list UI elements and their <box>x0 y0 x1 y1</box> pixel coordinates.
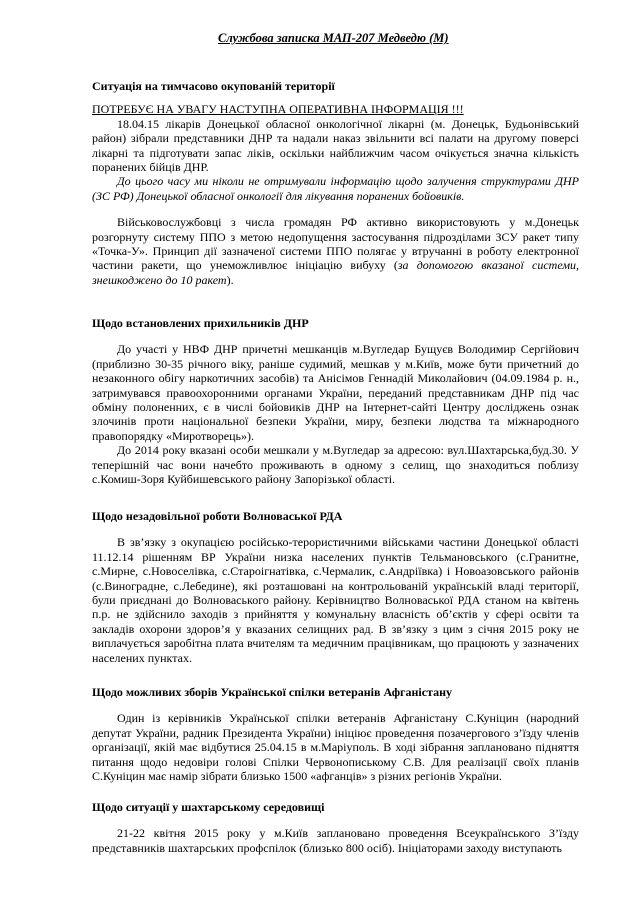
section-dnr-supporters <box>92 316 579 486</box>
section-heading: Щодо встановлених прихильників ДНР <box>92 316 309 330</box>
paragraph: 18.04.15 лікарів Донецької обласної онкологічної лікарні (м. Донецьк, Будьонівський район) зібрали представники ДНР та надали наказ звільнити всі палати на другому поверсі лікарні та підготувати запас ліків, оскільки найближчим часом очікується значна кількість поранених бійців ДНР. <box>92 116 579 175</box>
italic-remark: за допомогою вказаної системи, знешкоджено до 10 ракет <box>92 258 579 287</box>
section-heading: Ситуація на тимчасово окупованій території <box>92 79 335 93</box>
paragraph: 21-22 квітня 2015 року у м.Київ заплановано проведення Всеукраїнського З’їзду представників шахтарських профспілок (близько 800 осіб). Ініціаторами заходу виступають <box>92 826 579 855</box>
paragraph: Один із керівників Української спілки ветеранів Афганістану С.Куніцин (народний депутат України, радник Президента України) ініціює проведення позачергового з’їзду членів організації, якій має відбутися 25.04.15 в м.Маріуполь. В ході зібрання заплановано підняття питання щодо недовіри голові Спілки Червонопиському С.В. Для реалізації своїх планів С.Куніцин має намір зібрати близько 1500 «афганців» з різних регіонів України. <box>92 711 579 784</box>
paragraph: До участі у НВФ ДНР причетні мешканців м.Вугледар Бущуєв Володимир Сергійович (приблизно 30-35 річного віку, раніше судимий, мешкав у м.Київ, може бути причетний до незаконного обігу наркотичних засобів) та Анісімов Геннадій Миколайович (04.09.1984 р. н., затримувався правоохоронними органами України, переданий представникам ДНР під час обміну полоненних, є в числі бойовиків ДНР на Інтернет-сайті Центру досліджень ознак злочинів проти національної безпеки України, миру, безпеки людства та міжнародного правопорядку «Миротворець»). <box>92 342 579 443</box>
paragraph: До 2014 року вказані особи мешкали у м.Вугледар за адресою: вул.Шахтарська,буд.30. У теперішній час вони начебто проживають в одному з селищ, що знаходиться поблизу с.Комиш-Зоря Куйбишевського району Запорізької області. <box>92 443 579 487</box>
paragraph-end: ). <box>226 272 234 287</box>
memo-title: Службова записка МАП-207 Медведю (М) <box>218 31 449 45</box>
section-heading: Щодо ситуації у шахтарському середовищі <box>92 800 325 814</box>
section-miners <box>92 800 579 855</box>
paragraph-text: Військовослужбовці з числа громадян РФ активно використовують у м.Донецьк розгорнуту систему ППО з метою недопущення застосування підрозділами ЗСУ ракет типу «Точка-У». Принцип дії зазначеної системи ППО полягає у втручанні в роботу електронної частини ракети, що унеможливлює ініціацію вибуху ( <box>92 215 579 273</box>
paragraph <box>92 215 579 287</box>
paragraph: В зв’язку з окупацією російсько-терористичними військами частини Донецької області 11.12.14 рішенням ВР України низка населених пунктів Тельмановського (с.Гранитне, с.Мирне, с.Новоселівка, с.Староігнатівка, с.Чермалик, с.Андріївка) і Новоазовського районів (с.Виноградне, с.Лебедине), які розташовані на контрольованій українській владі території, були приєднані до Волноваського району. Керівництво Волноваської РДА станом на квітень п.р. не здійснило заходів з прийняття у комунальну власність об’єктів у сфері освіти та закладів охорони здоров’я у вказаних селищних рад. В зв’язку з цим з січня 2015 року не виплачується заробітна плата вчителям та медичним працівникам, що працюють у зазначених населених пунктах. <box>92 535 579 665</box>
section-volnovakha-rda <box>92 509 579 665</box>
alert-line: ПОТРЕБУЄ НА УВАГУ НАСТУПНА ОПЕРАТИВНА ІНФОРМАЦІЯ !!! <box>92 102 464 117</box>
italic-note: До цього часу ми ніколи не отримували інформацію щодо залучення структурами ДНР (ЗС РФ) Донецької обласної онкології для лікування поранених бойовиків. <box>92 174 579 203</box>
section-afghan-veterans <box>92 685 579 783</box>
section-heading: Щодо можливих зборів Української спілки ветеранів Афганістану <box>92 685 452 699</box>
section-heading: Щодо незадовільної роботи Волноваської РДА <box>92 509 343 523</box>
section-occupied-territory <box>92 79 579 287</box>
